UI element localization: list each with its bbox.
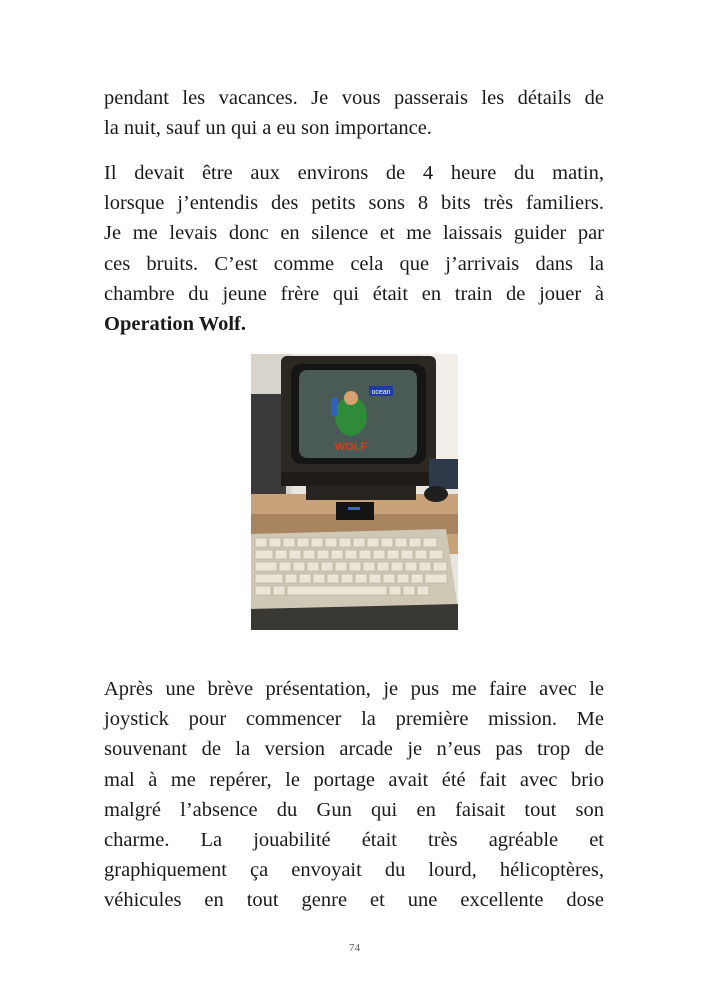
text-line: pendant les vacances. Je vous passerais les détails de <box>104 87 604 109</box>
shelf-left <box>251 394 286 504</box>
paragraph-2 <box>104 158 604 339</box>
text-line: souvenant de la version arcade je n’eus pas trop de <box>104 738 604 761</box>
text-line: graphiquement ça envoyait du lourd, hélicoptères, <box>104 859 604 882</box>
text-line: charme. La jouabilité était très agréable et <box>104 828 604 851</box>
wolf-title: WOLF <box>334 441 368 453</box>
text-line: lorsque j’entendis des petits sons 8 bits très familiers. <box>104 192 604 215</box>
page-number: 74 <box>349 942 360 954</box>
text-line: véhicules en tout genre et une excellente dose <box>104 889 604 912</box>
text-line: Après une brève présentation, je pus me faire avec le <box>104 678 604 700</box>
text-line: Il devait être aux environs de 4 heure du matin, <box>104 162 604 184</box>
ocean-logo-text: ocean <box>371 389 391 396</box>
game-title: Operation Wolf. <box>104 312 246 335</box>
text-line: la nuit, sauf un qui a eu son importance. <box>104 117 432 140</box>
computer-photo <box>251 354 458 630</box>
paragraph-1 <box>104 83 604 143</box>
paragraph-3 <box>104 674 604 916</box>
text-line: ces bruits. C’est comme cela que j’arrivais dans la <box>104 252 604 275</box>
text-line: joystick pour commencer la première mission. Me <box>104 708 604 731</box>
text-line: malgré l’absence du Gun qui en faisait tout son <box>104 798 604 821</box>
cartridge-box <box>336 502 374 520</box>
monitor-base <box>306 486 416 500</box>
text-line: mal à me repérer, le portage avait été fait avec brio <box>104 768 604 791</box>
joystick <box>424 486 448 502</box>
text-line: Je me levais donc en silence et me laissais guider par <box>104 222 604 245</box>
text-line: chambre du jeune frère qui était en train de jouer à <box>104 282 604 305</box>
